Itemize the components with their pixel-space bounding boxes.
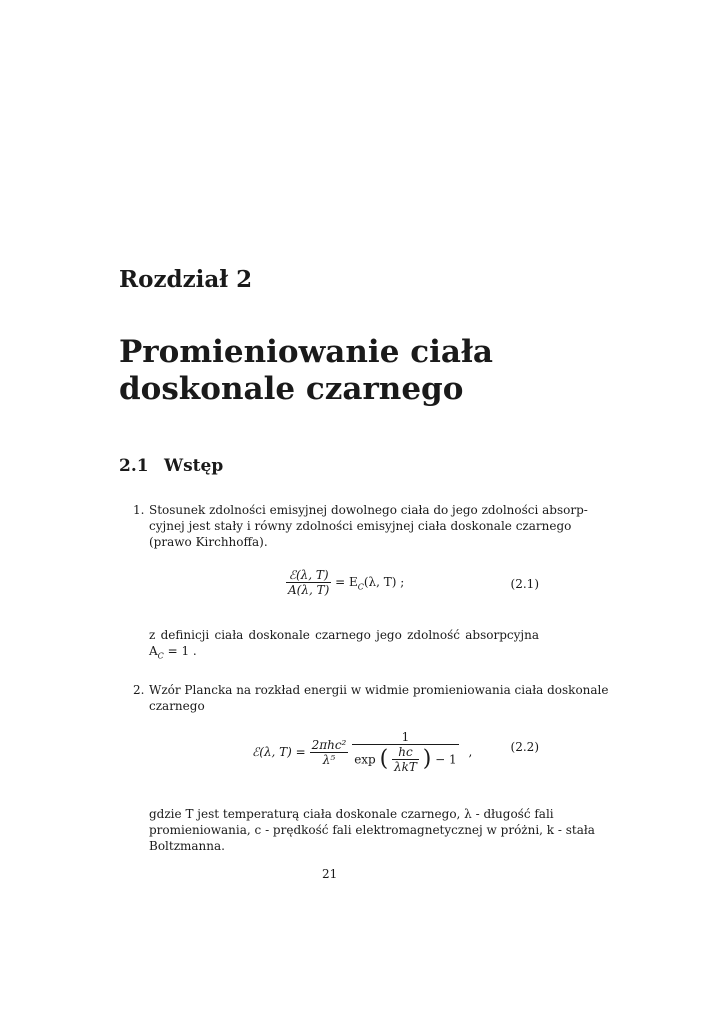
item-1-text (149, 502, 588, 550)
equation-2-2 (252, 730, 472, 774)
fraction-denominator: λkT (394, 760, 417, 774)
item-1-line: Stosunek zdolności emisyjnej dowolnego ciała do jego zdolności absorp- (149, 503, 588, 517)
right-paren-icon: ) (422, 746, 432, 772)
left-paren-icon: ( (379, 746, 389, 772)
fraction-numerator: hc (392, 745, 419, 760)
equation-number-2-2: (2.2) (510, 740, 539, 754)
equation-number-2-1: (2.1) (510, 577, 539, 591)
section-heading (119, 456, 223, 476)
exponent-fraction (392, 745, 419, 774)
fraction-denominator (352, 745, 458, 774)
item-2-after-line: promieniowania, c - prędkość fali elektromagnetycznej w próżni, k - stała (149, 823, 595, 837)
chapter-title-line-2: doskonale czarnego (119, 371, 464, 407)
equation-comma: , (468, 745, 473, 759)
fraction-numerator: 2πhc² (311, 737, 347, 752)
equation-2-1-fraction (286, 568, 331, 597)
equation-2-1 (286, 568, 404, 597)
minus-one: − 1 (435, 752, 457, 767)
equation-rhs: = $E_C(\lambda$, T) ; (335, 575, 405, 592)
fraction-denominator: A(λ, T) (288, 583, 330, 597)
item-2-text (149, 682, 609, 714)
item-2-after-text (149, 806, 595, 854)
list-marker-2: 2. (133, 683, 145, 697)
planck-fraction-2 (352, 730, 458, 774)
item-2-after-line: gdzie T jest temperaturą ciała doskonale czarnego, λ - długość fali (149, 807, 554, 821)
fraction-numerator: 1 (352, 730, 458, 745)
page-number: 21 (322, 867, 338, 881)
equation-lhs: ℰ(λ, T) = (252, 745, 306, 759)
chapter-label: Rozdział 2 (119, 266, 253, 293)
item-1-line: cyjnej jest stały i równy zdolności emisyjnej ciała doskonale czarnego (149, 519, 572, 533)
chapter-title (119, 334, 493, 408)
item-2-line: Wzór Plancka na rozkład energii w widmie promieniowania ciała doskonale (149, 683, 609, 697)
list-marker-1: 1. (133, 503, 145, 517)
section-title: Wstęp (164, 456, 224, 476)
fraction-numerator: ℰ(λ, T) (286, 568, 331, 583)
fraction-denominator: λ⁵ (322, 752, 336, 767)
planck-fraction-1 (310, 738, 349, 767)
item-1-line: (prawo Kirchhoffa). (149, 535, 268, 549)
chapter-title-line-1: Promieniowanie ciała (119, 334, 493, 370)
section-number: 2.1 (119, 456, 149, 476)
item-1-after-text: z definicji ciała doskonale czarnego jego zdolność absorpcyjna $A_C = 1$ . (149, 628, 539, 661)
exp-label: exp (354, 752, 376, 767)
item-2-after-line: Boltzmanna. (149, 839, 225, 853)
item-2-line: czarnego (149, 699, 205, 713)
